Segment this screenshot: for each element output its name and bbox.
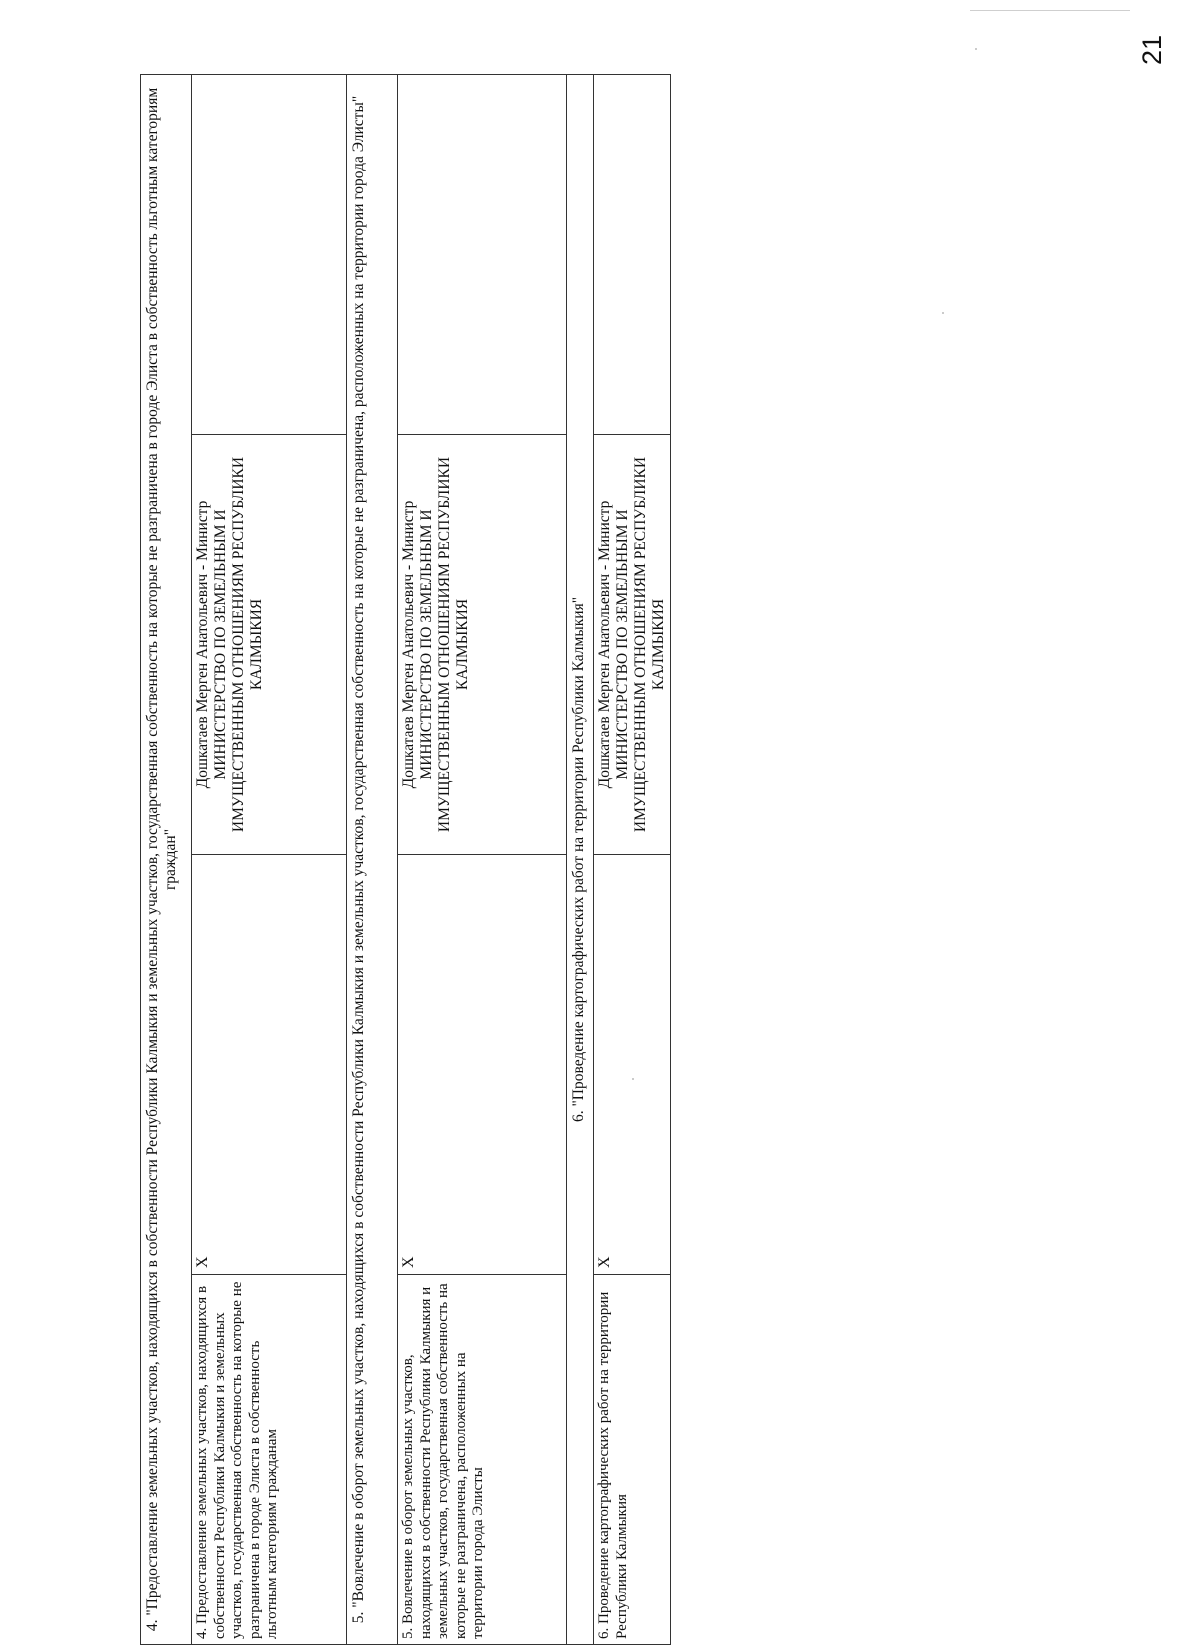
mark-cell: X — [594, 855, 671, 1275]
section-heading-5: 5. "Вовлечение в оборот земельных участков, находящихся в собственности Республики Калмыкия и земельных участков, государственная собственность на которые не разграничена, расположенных на территории города Элисты" — [347, 74, 398, 1644]
table-row — [594, 74, 671, 1644]
empty-cell — [398, 74, 567, 434]
table-row — [398, 74, 567, 1644]
responsible-org: МИНИСТЕРСТВО ПО ЗЕМЕЛЬНЫМ И ИМУЩЕСТВЕННЫМ ОТНОШЕНИЯМ РЕСПУБЛИКИ КАЛМЫКИЯ — [418, 456, 471, 833]
responsible-person: Дошкатаев Мерген Анатольевич - Министр — [400, 500, 417, 789]
responsible-org: МИНИСТЕРСТВО ПО ЗЕМЕЛЬНЫМ И ИМУЩЕСТВЕННЫМ ОТНОШЕНИЯМ РЕСПУБЛИКИ КАЛМЫКИЯ — [212, 456, 265, 833]
section-heading-4: 4. "Предоставление земельных участков, находящихся в собственности Республики Калмыкия и земельных участков, государственная собственность на которые не разграничена в городе Элиста в собственность льготным категориям граждан" — [141, 74, 192, 1644]
program-cell: 6. Проведение картографических работ на территории Республики Калмыкия — [594, 1275, 671, 1645]
responsible-cell — [398, 435, 567, 855]
scan-speck — [975, 48, 977, 50]
program-cell: 5. Вовлечение в оборот земельных участков, находящихся в собственности Республики Калмыкия и земельных участков, государственная собственность на которые не разграничена, расположенных на территории города Элисты — [398, 1275, 567, 1645]
empty-cell — [192, 74, 347, 434]
page-number: 21 — [1136, 34, 1167, 66]
program-table — [140, 74, 671, 1645]
top-rule — [970, 10, 1130, 11]
scan-speck — [942, 312, 944, 314]
responsible-person: Дошкатаев Мерген Анатольевич - Министр — [194, 500, 211, 789]
empty-cell — [594, 74, 671, 434]
program-cell: 4. Предоставление земельных участков, находящихся в собственности Республики Калмыкия и земельных участков, государственная собственность на которые не разграничена в городе Элиста в собственность льготным категориям гражданам — [192, 1275, 347, 1645]
mark-cell: X — [192, 855, 347, 1275]
responsible-cell — [192, 435, 347, 855]
responsible-org: МИНИСТЕРСТВО ПО ЗЕМЕЛЬНЫМ И ИМУЩЕСТВЕННЫМ ОТНОШЕНИЯМ РЕСПУБЛИКИ КАЛМЫКИЯ — [614, 456, 667, 833]
mark-cell: X — [398, 855, 567, 1275]
section-heading-6: 6. "Проведение картографических работ на территории Республики Калмыкия" — [567, 74, 594, 1644]
responsible-cell — [594, 435, 671, 855]
responsible-person: Дошкатаев Мерген Анатольевич - Министр — [596, 500, 613, 789]
rotated-table-container — [140, 75, 667, 1645]
table-row — [192, 74, 347, 1644]
